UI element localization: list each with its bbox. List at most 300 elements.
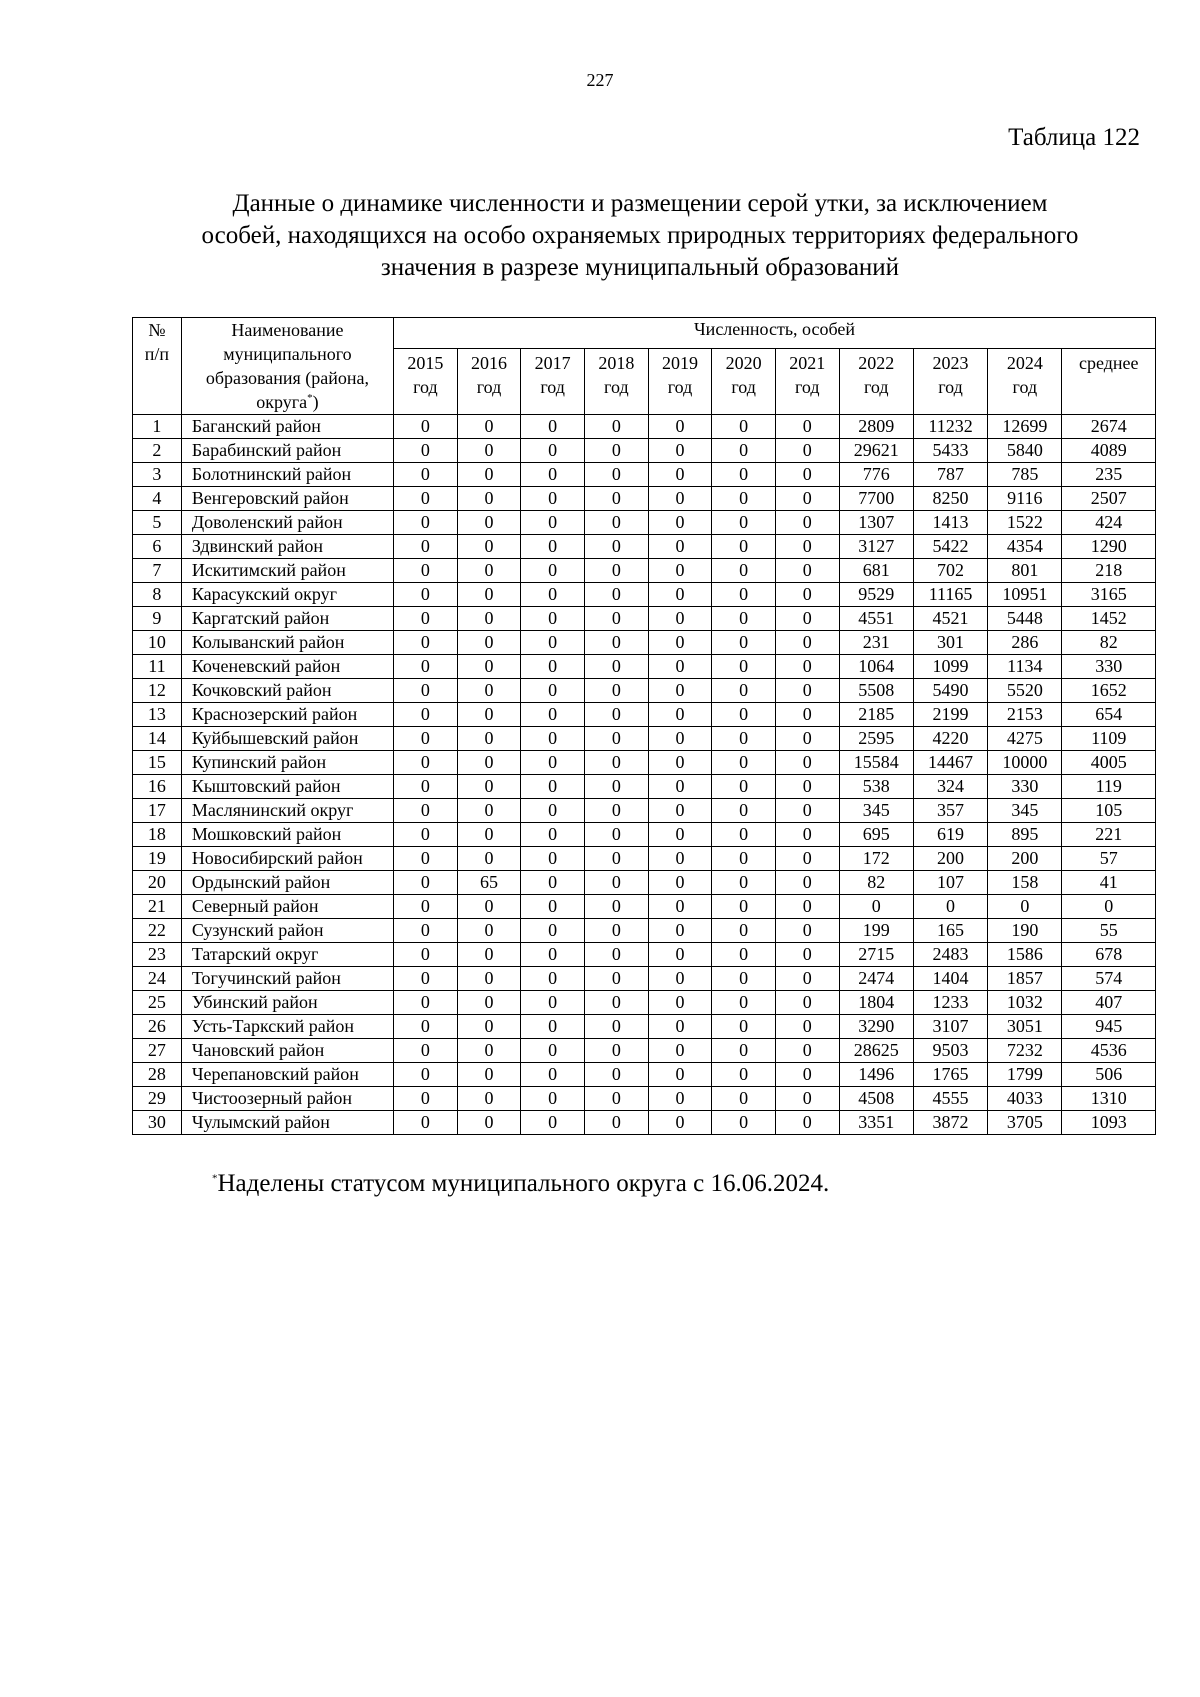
count-cell: 0	[521, 775, 585, 799]
count-cell: 0	[457, 415, 521, 439]
average-cell: 218	[1062, 559, 1156, 583]
district-name: Болотнинский район	[181, 463, 393, 487]
count-cell: 0	[648, 1015, 712, 1039]
count-cell: 0	[521, 991, 585, 1015]
year-unit: год	[604, 377, 629, 398]
count-cell: 0	[712, 847, 776, 871]
count-cell: 0	[585, 775, 649, 799]
average-cell: 119	[1062, 775, 1156, 799]
count-cell: 8250	[913, 487, 987, 511]
count-cell: 0	[585, 1015, 649, 1039]
count-cell: 1233	[913, 991, 987, 1015]
count-cell: 0	[394, 511, 458, 535]
row-number: 30	[133, 1111, 182, 1135]
count-cell: 0	[394, 799, 458, 823]
count-cell: 4354	[988, 535, 1062, 559]
count-cell: 0	[712, 439, 776, 463]
count-cell: 324	[913, 775, 987, 799]
count-cell: 0	[712, 823, 776, 847]
count-cell: 190	[988, 919, 1062, 943]
year-unit: год	[731, 377, 756, 398]
count-cell: 0	[585, 631, 649, 655]
district-name: Колыванский район	[181, 631, 393, 655]
count-cell: 0	[521, 463, 585, 487]
count-cell: 0	[585, 943, 649, 967]
count-cell: 0	[521, 439, 585, 463]
table-row	[133, 607, 1156, 631]
year-header-2023	[913, 349, 987, 415]
count-cell: 345	[988, 799, 1062, 823]
count-cell: 0	[712, 943, 776, 967]
count-cell: 0	[521, 967, 585, 991]
count-cell: 0	[712, 1015, 776, 1039]
count-cell: 0	[457, 919, 521, 943]
average-cell: 82	[1062, 631, 1156, 655]
table-row	[133, 679, 1156, 703]
count-cell: 3872	[913, 1111, 987, 1135]
count-cell: 9529	[839, 583, 913, 607]
table-row	[133, 631, 1156, 655]
count-cell: 0	[648, 991, 712, 1015]
year-label: 2020	[725, 353, 762, 374]
district-name: Коченевский район	[181, 655, 393, 679]
count-cell: 681	[839, 559, 913, 583]
count-cell: 0	[775, 727, 839, 751]
count-cell: 1032	[988, 991, 1062, 1015]
count-cell: 0	[394, 919, 458, 943]
col-number-header	[133, 318, 182, 415]
count-cell: 0	[521, 799, 585, 823]
footnote-ref: *	[307, 392, 313, 404]
count-cell: 0	[521, 487, 585, 511]
year-header-2021	[775, 349, 839, 415]
count-cell: 4220	[913, 727, 987, 751]
average-cell: 4005	[1062, 751, 1156, 775]
count-cell: 0	[521, 415, 585, 439]
count-cell: 0	[648, 847, 712, 871]
table-row	[133, 847, 1156, 871]
count-cell: 619	[913, 823, 987, 847]
count-cell: 0	[648, 439, 712, 463]
count-cell: 0	[394, 487, 458, 511]
col-name-header	[181, 318, 393, 415]
count-cell: 0	[775, 967, 839, 991]
count-cell: 5520	[988, 679, 1062, 703]
count-cell: 0	[648, 919, 712, 943]
year-header-2022	[839, 349, 913, 415]
average-cell: 105	[1062, 799, 1156, 823]
col-name-tail: )	[312, 392, 319, 412]
count-cell: 0	[648, 1111, 712, 1135]
count-cell: 0	[585, 439, 649, 463]
row-number: 6	[133, 535, 182, 559]
district-name: Чулымский район	[181, 1111, 393, 1135]
count-cell: 0	[521, 847, 585, 871]
table-row	[133, 895, 1156, 919]
count-cell: 0	[712, 751, 776, 775]
table-row	[133, 583, 1156, 607]
table-row	[133, 823, 1156, 847]
count-cell: 0	[394, 871, 458, 895]
count-cell: 0	[712, 559, 776, 583]
average-cell: 41	[1062, 871, 1156, 895]
district-name: Маслянинский округ	[181, 799, 393, 823]
count-cell: 0	[521, 1063, 585, 1087]
count-cell: 2199	[913, 703, 987, 727]
count-cell: 787	[913, 463, 987, 487]
count-cell: 9116	[988, 487, 1062, 511]
count-cell: 0	[775, 847, 839, 871]
table-row	[133, 559, 1156, 583]
count-cell: 0	[648, 943, 712, 967]
count-cell: 0	[521, 631, 585, 655]
count-cell: 0	[394, 439, 458, 463]
count-cell: 0	[394, 727, 458, 751]
district-name: Татарский округ	[181, 943, 393, 967]
count-cell: 0	[585, 583, 649, 607]
count-cell: 4275	[988, 727, 1062, 751]
average-cell: 235	[1062, 463, 1156, 487]
average-cell: 1093	[1062, 1111, 1156, 1135]
footnote-text: Наделены статусом муниципального округа с 16.06.2024.	[217, 1170, 830, 1197]
col-name-text: Наименование муниципального образования (района, округа	[205, 320, 370, 412]
count-cell: 0	[394, 463, 458, 487]
count-cell: 4508	[839, 1087, 913, 1111]
count-cell: 0	[521, 703, 585, 727]
count-cell: 0	[457, 1015, 521, 1039]
count-cell: 0	[585, 1111, 649, 1135]
count-cell: 345	[839, 799, 913, 823]
count-cell: 0	[521, 871, 585, 895]
district-name: Карасукский округ	[181, 583, 393, 607]
count-cell: 0	[712, 1063, 776, 1087]
count-cell: 1404	[913, 967, 987, 991]
count-cell: 0	[775, 631, 839, 655]
count-cell: 0	[457, 559, 521, 583]
year-label: 2022	[858, 353, 895, 374]
count-cell: 29621	[839, 439, 913, 463]
count-cell: 0	[775, 559, 839, 583]
row-number: 28	[133, 1063, 182, 1087]
count-cell: 0	[457, 439, 521, 463]
count-cell: 0	[648, 631, 712, 655]
count-cell: 0	[521, 535, 585, 559]
count-cell: 0	[775, 919, 839, 943]
district-name: Каргатский район	[181, 607, 393, 631]
count-cell: 0	[648, 415, 712, 439]
year-unit: год	[413, 377, 438, 398]
average-cell: 678	[1062, 943, 1156, 967]
average-cell: 3165	[1062, 583, 1156, 607]
row-number: 25	[133, 991, 182, 1015]
count-cell: 0	[775, 439, 839, 463]
count-cell: 0	[585, 823, 649, 847]
count-cell: 0	[457, 895, 521, 919]
average-cell: 1452	[1062, 607, 1156, 631]
table-header	[133, 318, 1156, 415]
year-label: 2023	[932, 353, 969, 374]
count-cell: 200	[988, 847, 1062, 871]
col-number-line1: №	[148, 320, 166, 340]
count-cell: 0	[712, 607, 776, 631]
count-cell: 9503	[913, 1039, 987, 1063]
count-cell: 0	[585, 655, 649, 679]
row-number: 9	[133, 607, 182, 631]
count-cell: 0	[775, 799, 839, 823]
title-line-2: особей, находящихся на особо охраняемых природных территориях федерального	[201, 222, 1079, 249]
row-number: 19	[133, 847, 182, 871]
district-name: Новосибирский район	[181, 847, 393, 871]
count-cell: 0	[457, 943, 521, 967]
count-cell: 4033	[988, 1087, 1062, 1111]
count-cell: 0	[775, 991, 839, 1015]
average-cell: 407	[1062, 991, 1156, 1015]
row-number: 20	[133, 871, 182, 895]
table-label: Таблица 122	[1008, 124, 1140, 151]
average-cell: 1310	[1062, 1087, 1156, 1111]
count-cell: 0	[394, 1111, 458, 1135]
count-cell: 0	[712, 799, 776, 823]
count-cell: 0	[775, 1039, 839, 1063]
count-cell: 10000	[988, 751, 1062, 775]
count-cell: 0	[712, 583, 776, 607]
table-row	[133, 751, 1156, 775]
count-cell: 1134	[988, 655, 1062, 679]
count-cell: 538	[839, 775, 913, 799]
year-unit: год	[667, 377, 693, 398]
count-cell: 0	[585, 607, 649, 631]
count-cell: 0	[457, 727, 521, 751]
count-cell: 0	[394, 943, 458, 967]
count-cell: 0	[394, 583, 458, 607]
count-cell: 1307	[839, 511, 913, 535]
table-row	[133, 535, 1156, 559]
count-cell: 0	[457, 607, 521, 631]
count-cell: 172	[839, 847, 913, 871]
year-header-2018	[585, 349, 649, 415]
count-cell: 1496	[839, 1063, 913, 1087]
count-cell: 12699	[988, 415, 1062, 439]
col-number-line2: п/п	[144, 344, 170, 364]
count-cell: 2809	[839, 415, 913, 439]
count-cell: 0	[585, 463, 649, 487]
count-cell: 5433	[913, 439, 987, 463]
count-cell: 0	[457, 511, 521, 535]
count-cell: 0	[457, 583, 521, 607]
count-cell: 0	[585, 799, 649, 823]
district-name: Купинский район	[181, 751, 393, 775]
count-cell: 0	[457, 991, 521, 1015]
count-cell: 0	[712, 535, 776, 559]
count-cell: 0	[648, 463, 712, 487]
count-cell: 0	[712, 631, 776, 655]
count-cell: 5508	[839, 679, 913, 703]
row-number: 16	[133, 775, 182, 799]
count-cell: 0	[585, 727, 649, 751]
title-line-3: значения в разрезе муниципальный образований	[380, 254, 900, 281]
count-cell: 1064	[839, 655, 913, 679]
count-cell: 0	[648, 775, 712, 799]
count-cell: 0	[648, 583, 712, 607]
table-row	[133, 511, 1156, 535]
table-row	[133, 967, 1156, 991]
count-cell: 4521	[913, 607, 987, 631]
district-name: Тогучинский район	[181, 967, 393, 991]
count-cell: 15584	[839, 751, 913, 775]
count-cell: 5490	[913, 679, 987, 703]
year-header-2017	[521, 349, 585, 415]
count-cell: 5448	[988, 607, 1062, 631]
district-name: Чистоозерный район	[181, 1087, 393, 1111]
district-name: Черепановский район	[181, 1063, 393, 1087]
table-row	[133, 727, 1156, 751]
row-number: 10	[133, 631, 182, 655]
table-row	[133, 775, 1156, 799]
year-header-2020	[712, 349, 776, 415]
count-cell: 0	[712, 487, 776, 511]
count-cell: 2474	[839, 967, 913, 991]
count-cell: 0	[521, 919, 585, 943]
average-cell: 2674	[1062, 415, 1156, 439]
count-cell: 0	[712, 463, 776, 487]
table-row	[133, 1015, 1156, 1039]
district-name: Мошковский район	[181, 823, 393, 847]
count-cell: 0	[585, 895, 649, 919]
count-cell: 0	[457, 1063, 521, 1087]
count-cell: 0	[775, 1015, 839, 1039]
count-cell: 0	[913, 895, 987, 919]
table-title	[110, 188, 1170, 284]
count-cell: 231	[839, 631, 913, 655]
row-number: 14	[133, 727, 182, 751]
count-cell: 0	[648, 559, 712, 583]
district-name: Куйбышевский район	[181, 727, 393, 751]
row-number: 26	[133, 1015, 182, 1039]
table-row	[133, 1039, 1156, 1063]
count-cell: 0	[394, 1015, 458, 1039]
count-cell: 0	[775, 487, 839, 511]
group-header: Численность, особей	[394, 318, 1156, 349]
count-cell: 0	[775, 463, 839, 487]
count-cell: 0	[585, 967, 649, 991]
count-cell: 107	[913, 871, 987, 895]
count-cell: 0	[712, 1111, 776, 1135]
average-cell: 330	[1062, 655, 1156, 679]
count-cell: 2483	[913, 943, 987, 967]
count-cell: 0	[988, 895, 1062, 919]
count-cell: 0	[648, 1063, 712, 1087]
count-cell: 1099	[913, 655, 987, 679]
district-name: Северный район	[181, 895, 393, 919]
average-cell: 506	[1062, 1063, 1156, 1087]
count-cell: 0	[712, 1087, 776, 1111]
average-cell: 0	[1062, 895, 1156, 919]
count-cell: 0	[712, 415, 776, 439]
count-cell: 0	[775, 895, 839, 919]
count-cell: 0	[394, 991, 458, 1015]
count-cell: 0	[585, 559, 649, 583]
count-cell: 0	[585, 679, 649, 703]
count-cell: 0	[585, 703, 649, 727]
year-header-2016	[457, 349, 521, 415]
count-cell: 0	[775, 775, 839, 799]
table-row	[133, 703, 1156, 727]
count-cell: 0	[648, 703, 712, 727]
count-cell: 695	[839, 823, 913, 847]
row-number: 2	[133, 439, 182, 463]
average-cell: 2507	[1062, 487, 1156, 511]
count-cell: 0	[457, 847, 521, 871]
count-cell: 0	[585, 1087, 649, 1111]
count-cell: 0	[775, 823, 839, 847]
count-cell: 0	[712, 1039, 776, 1063]
title-line-1: Данные о динамике численности и размещении серой утки, за исключением	[232, 190, 1048, 217]
count-cell: 0	[712, 919, 776, 943]
average-cell: 1109	[1062, 727, 1156, 751]
count-cell: 1522	[988, 511, 1062, 535]
row-number: 1	[133, 415, 182, 439]
district-name: Барабинский район	[181, 439, 393, 463]
count-cell: 0	[648, 1087, 712, 1111]
row-number: 22	[133, 919, 182, 943]
table-row	[133, 943, 1156, 967]
count-cell: 0	[394, 631, 458, 655]
count-cell: 0	[521, 655, 585, 679]
count-cell: 0	[648, 967, 712, 991]
count-cell: 0	[648, 535, 712, 559]
average-cell: 945	[1062, 1015, 1156, 1039]
count-cell: 11165	[913, 583, 987, 607]
count-cell: 0	[457, 655, 521, 679]
count-cell: 165	[913, 919, 987, 943]
count-cell: 0	[775, 511, 839, 535]
count-cell: 0	[775, 535, 839, 559]
count-cell: 0	[394, 703, 458, 727]
count-cell: 785	[988, 463, 1062, 487]
count-cell: 330	[988, 775, 1062, 799]
count-cell: 0	[648, 799, 712, 823]
district-name: Чановский район	[181, 1039, 393, 1063]
table-row	[133, 1063, 1156, 1087]
count-cell: 0	[648, 895, 712, 919]
count-cell: 0	[775, 679, 839, 703]
count-cell: 0	[521, 607, 585, 631]
district-name: Кыштовский район	[181, 775, 393, 799]
count-cell: 3051	[988, 1015, 1062, 1039]
count-cell: 0	[585, 751, 649, 775]
count-cell: 0	[457, 823, 521, 847]
count-cell: 0	[648, 655, 712, 679]
count-cell: 0	[457, 1087, 521, 1111]
count-cell: 0	[712, 727, 776, 751]
district-name: Баганский район	[181, 415, 393, 439]
count-cell: 0	[585, 487, 649, 511]
count-cell: 65	[457, 871, 521, 895]
count-cell: 0	[521, 1111, 585, 1135]
count-cell: 0	[394, 655, 458, 679]
count-cell: 895	[988, 823, 1062, 847]
count-cell: 301	[913, 631, 987, 655]
district-name: Убинский район	[181, 991, 393, 1015]
count-cell: 0	[775, 751, 839, 775]
count-cell: 0	[712, 655, 776, 679]
average-cell: 4536	[1062, 1039, 1156, 1063]
average-cell: 55	[1062, 919, 1156, 943]
count-cell: 0	[585, 415, 649, 439]
count-cell: 0	[585, 871, 649, 895]
table-row	[133, 799, 1156, 823]
count-cell: 0	[394, 823, 458, 847]
